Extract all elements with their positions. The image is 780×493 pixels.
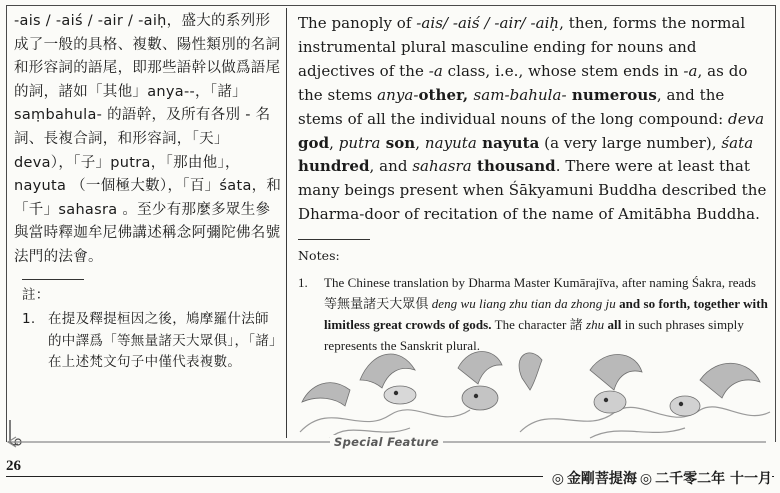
chinese-note-1 bbox=[14, 309, 282, 374]
journal-footer bbox=[543, 468, 772, 488]
column-divider bbox=[286, 8, 287, 438]
chinese-body-text: -ais / -aiś / -air / -aiḥ，盛大的系列形成了一般的具格、複數、陽性類別的名詞和形容詞的語尾，即那些語幹以做爲語尾的詞，諸如「其他」anya--，「諸」saṃbahula- 的語幹，及所有各別 - 名詞、長複合詞，和形容詞，「天」deva），「子」putra，「那由他」，nayuta （一個極大數），「百」śata，和「千」sahasra 。至少有那麼多眾生參與當時釋迦牟尼佛講述稱念阿彌陀佛名號法門的法會。 bbox=[14, 13, 282, 265]
chinese-notes-rule bbox=[22, 279, 84, 280]
english-note-number: 1. bbox=[298, 275, 308, 291]
chinese-notes-heading: 註： bbox=[22, 286, 50, 303]
english-body-text: The panoply of -ais/ -aiś / -air/ -aiḥ, then, forms the normal instrumental plural masculine ending for nouns and adjectives of the -a class, i.e., whose stem ends in -a, as do the stems anya-other, sam-bahula- numerous, and the stems of all the individual nouns of the long compound: deva god, putra son, nayuta nayuta (a very large number), śata hundred, and sahasra thousand. There were at least that many beings present when Śākyamuni Buddha described the Dharma-door of recitation of the name of Amitābha Buddha. bbox=[298, 14, 767, 224]
journal-name: 金剛菩提海 bbox=[566, 471, 637, 487]
journal-symbol-icon: ◎ bbox=[551, 471, 564, 487]
issue-date: 二千零二年 十一月 bbox=[655, 471, 772, 487]
page-number: 26 bbox=[6, 458, 21, 474]
english-notes-heading: Notes: bbox=[298, 248, 340, 264]
english-note-text: The Chinese translation by Dharma Master Kumārajīva, after naming Śakra, reads 等無量諸天大眾俱 deng wu liang zhu tian da zhong ju and so forth, together with limitless great crowds of gods. The character 諸 zhu all in such phrases simply represents the Sanskrit plural. bbox=[324, 275, 768, 354]
chinese-note-number: 1. bbox=[22, 311, 36, 328]
chinese-note-text: 在提及釋提桓因之後，鳩摩羅什法師的中譯爲「等無量諸天大眾俱」，「諸」在上述梵文句子中僅代表複數。 bbox=[48, 311, 277, 371]
english-notes-rule bbox=[298, 239, 370, 240]
chinese-column bbox=[14, 10, 282, 374]
special-feature-label: Special Feature bbox=[330, 435, 443, 449]
english-column bbox=[298, 12, 768, 356]
cloud-bird-ornament bbox=[290, 340, 774, 440]
journal-symbol-icon: ◎ bbox=[639, 471, 653, 487]
